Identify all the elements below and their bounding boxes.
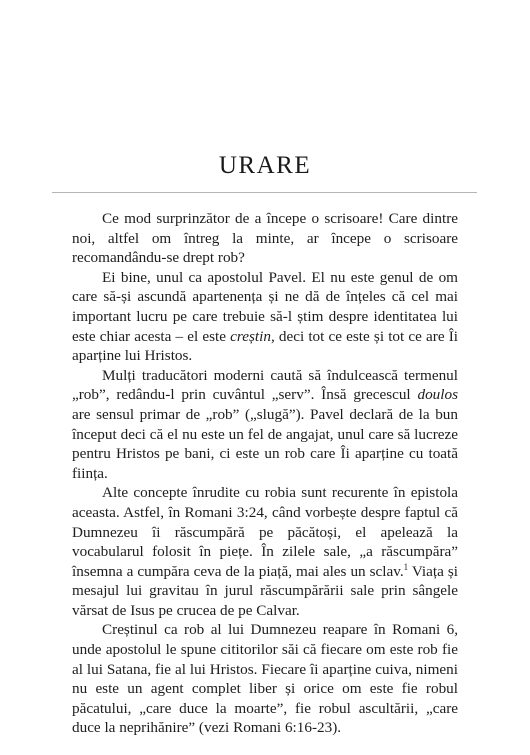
chapter-body: [72, 209, 458, 738]
text-run: are sensul primar de „rob” („slugă”). Pavel declară de la bun început deci că el nu este un fel de angajat, unul care să lucreze pentru Hristos pe bani, ci este un rob care Îi aparține cu toată ființa.: [72, 405, 458, 482]
italic-term: doulos: [417, 386, 458, 404]
text-run: Ei bine, unul ca apostolul Pavel. El nu este genul de om care să-și ascundă apartenența și ne dă de înțeles că cel mai important lucru pe care trebuie să-l știm despre identitatea lui este chiar acesta – el este: [72, 268, 458, 345]
italic-term: creștin: [230, 327, 271, 345]
title-divider: [52, 192, 477, 193]
text-run: , deci tot ce este și tot ce are Îi aparține lui Hristos.: [72, 327, 458, 365]
text-run: Viața și mesajul lui gravitau în jurul răscumpărării sale prin sângele vărsat de Isus pe crucea de pe Calvar.: [72, 562, 458, 619]
body-paragraph: [72, 209, 458, 268]
body-paragraph: [72, 483, 458, 620]
text-run: Mulți traducători moderni caută să îndulcească termenul „rob”, redându-l prin cuvântul „serv”. Însă grecescul: [72, 366, 458, 404]
chapter-title: URARE: [218, 152, 312, 179]
text-run: Ce mod surprinzător de a începe o scrisoare! Care dintre noi, altfel om întreg la minte, ar începe o scrisoare recomandându-se drept rob?: [72, 210, 458, 267]
text-run: Creștinul ca rob al lui Dumnezeu reapare în Romani 6, unde apostolul le spune cititorilor săi că fiecare om este rob fie al lui Satana, fie al lui Hristos. Fiecare îi aparține cuiva, nimeni nu este un agent complet liber și orice om este fie robul păcatului, „care duce la moarte”, fie robul ascultării, „care duce la neprihănire” (vezi Romani 6:16-23).: [72, 621, 458, 737]
body-paragraph: [72, 620, 458, 738]
body-paragraph: [72, 268, 458, 366]
footnote-marker: 1: [403, 561, 409, 572]
body-paragraph: [72, 366, 458, 484]
text-run: Alte concepte înrudite cu robia sunt recurente în epistola aceasta. Astfel, în Romani 3:24, când vorbește despre faptul că Dumnezeu îi răscumpără pe păcătoși, el apelează la vocabularul folosit în piețe. În zilele sale, „a răscumpăra” însemna a cumpăra ceva de la piață, mai ales un sclav.: [72, 484, 458, 580]
